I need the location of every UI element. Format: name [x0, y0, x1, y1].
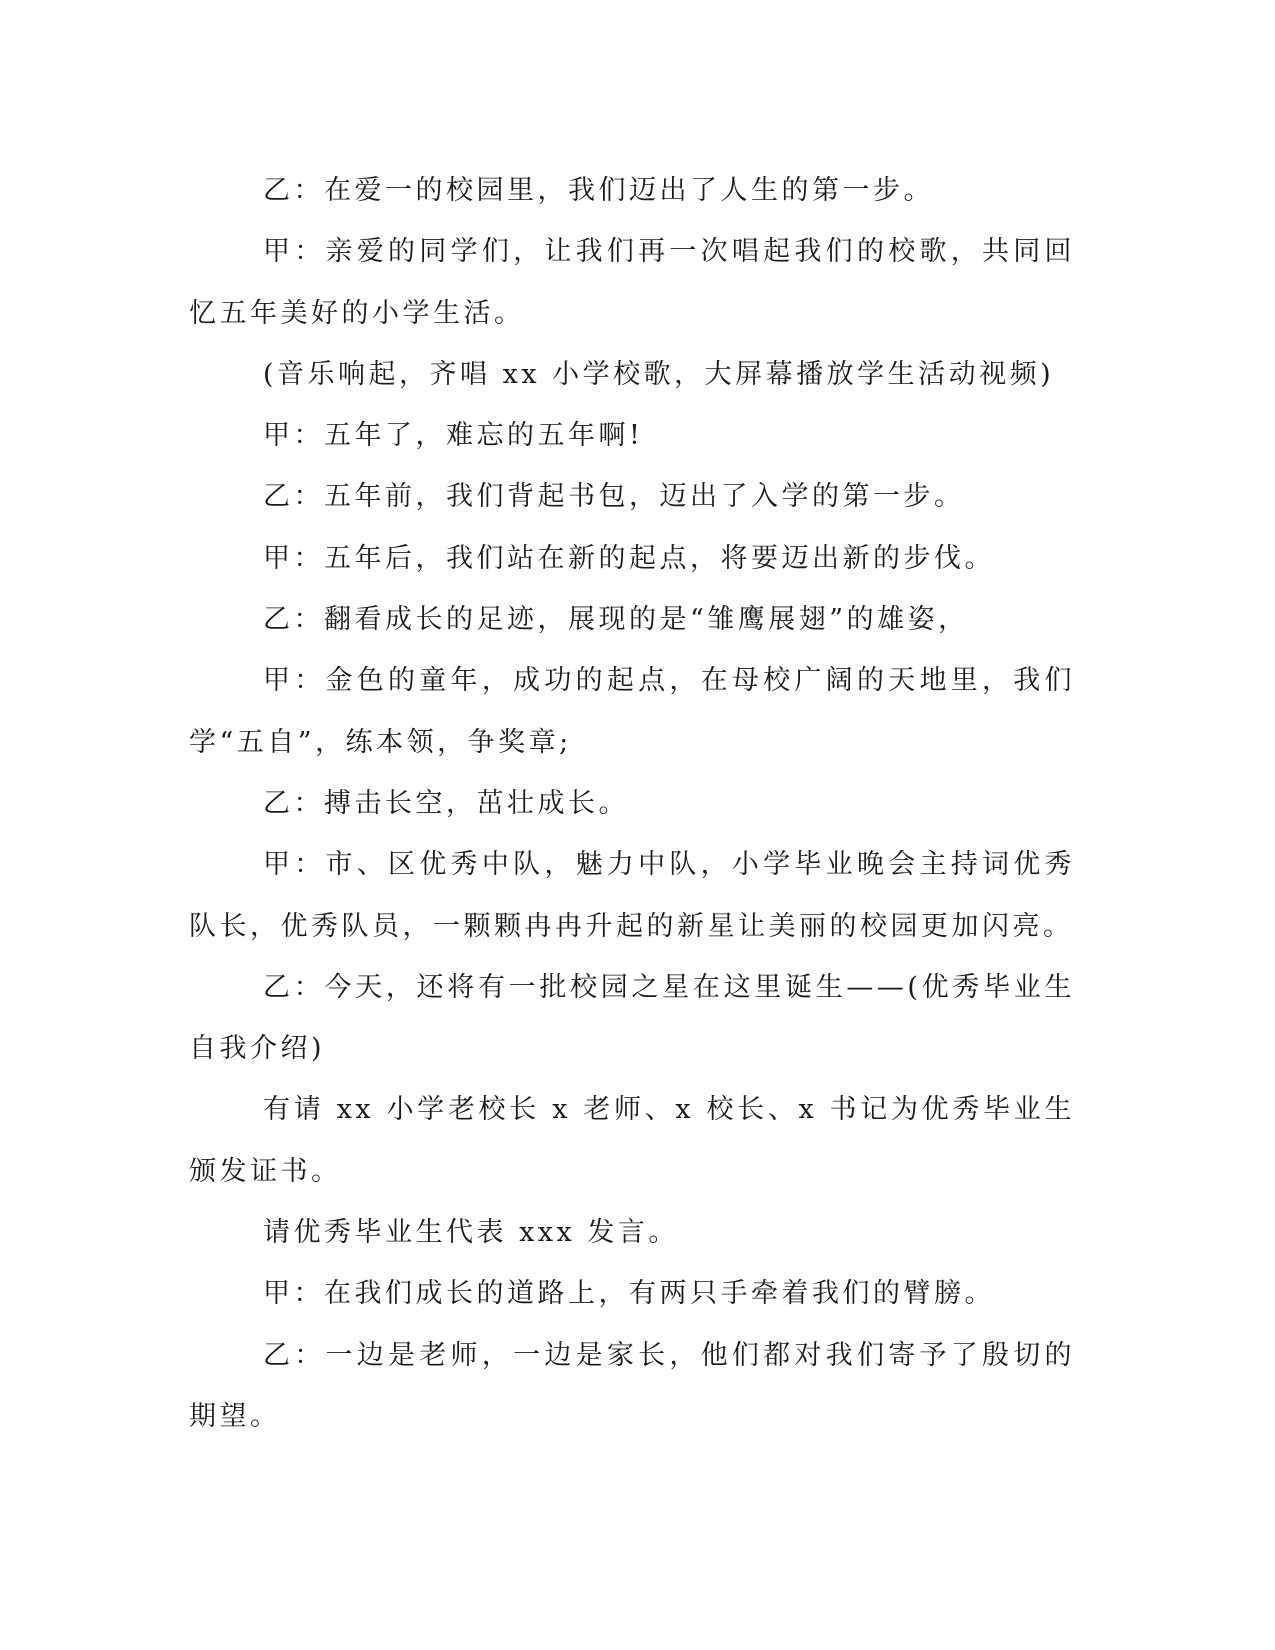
paragraph-2: 甲：亲爱的同学们，让我们再一次唱起我们的校歌，共同回忆五年美好的小学生活。	[189, 236, 1075, 329]
paragraph-7: 乙：翻看成长的足迹，展现的是“雏鹰展翅”的雄姿，	[263, 604, 969, 636]
paragraph-14: 甲：在我们成长的道路上，有两只手牵着我们的臂膀。	[263, 1278, 995, 1310]
paragraph-15: 乙：一边是老师，一边是家长，他们都对我们寄予了殷切的期望。	[189, 1339, 1075, 1432]
paragraph-9: 乙：搏击长空，茁壮成长。	[263, 787, 629, 819]
document-body	[189, 160, 1075, 1447]
paragraph-13: 请优秀毕业生代表 xxx 发言。	[263, 1217, 679, 1249]
paragraph-4: 甲：五年了，难忘的五年啊!	[263, 420, 644, 452]
paragraph-6: 甲：五年后，我们站在新的起点，将要迈出新的步伐。	[263, 542, 995, 574]
paragraph-8: 甲：金色的童年，成功的起点，在母校广阔的天地里，我们学“五自”，练本领，争奖章;	[189, 665, 1075, 758]
paragraph-11: 乙：今天，还将有一批校园之星在这里诞生——(优秀毕业生自我介绍)	[189, 971, 1075, 1065]
paragraph-12: 有请 xx 小学老校长 x 老师、x 校长、x 书记为优秀毕业生颁发证书。	[189, 1094, 1075, 1187]
paragraph-5: 乙：五年前，我们背起书包，迈出了入学的第一步。	[263, 481, 965, 513]
paragraph-10: 甲：市、区优秀中队，魅力中队，小学毕业晚会主持词优秀队长，优秀队员，一颗颗冉冉升起的新星让美丽的校园更加闪亮。	[189, 849, 1075, 942]
paragraph-1: 乙：在爱一的校园里，我们迈出了人生的第一步。	[263, 175, 934, 206]
paragraph-3: (音乐响起，齐唱 xx 小学校歌，大屏幕播放学生活动视频)	[263, 358, 1055, 390]
